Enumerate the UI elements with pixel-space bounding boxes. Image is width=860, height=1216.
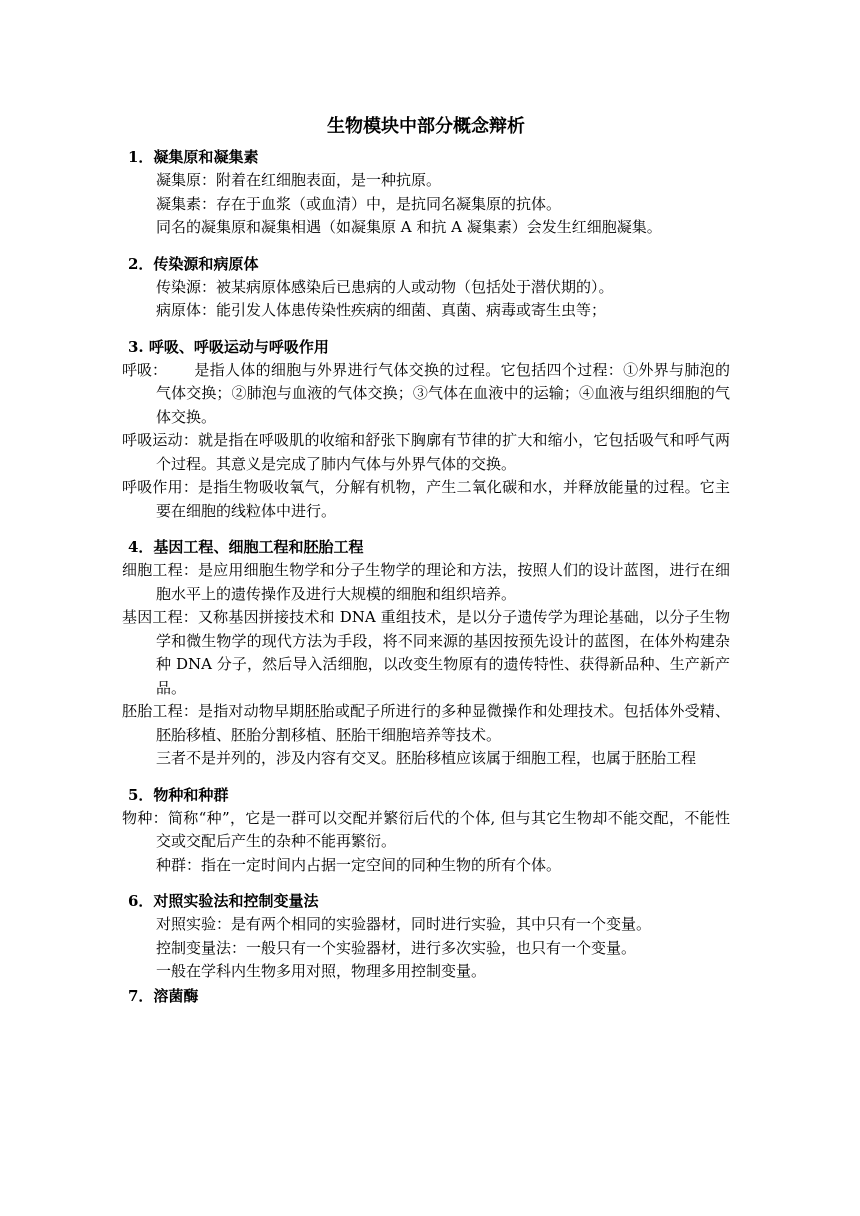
paragraph: 三者不是并列的，涉及内容有交叉。胚胎移植应该属于细胞工程，也属于胚胎工程 xyxy=(156,749,697,767)
section-7 xyxy=(122,984,730,1008)
paragraph: 同名的凝集原和凝集相遇（如凝集原 A 和抗 A 凝集素）会发生红细胞凝集。 xyxy=(156,218,662,236)
section-5 xyxy=(122,783,730,878)
paragraph: 物种：简称“种”，它是一群可以交配并繁衍后代的个体, 但与其它生物却不能交配，不能性交或交配后产生的杂种不能再繁衍。 xyxy=(122,808,730,850)
document-title: 生物模块中部分概念辩析 xyxy=(327,116,525,137)
paragraph: 种群：指在一定时间内占据一定空间的同种生物的所有个体。 xyxy=(156,855,562,874)
section-heading: 6．对照实验法和控制变量法 xyxy=(128,892,319,910)
section-heading: 7．溶菌酶 xyxy=(128,986,199,1005)
paragraph: 对照实验：是有两个相同的实验器材，同时进行实验，其中只有一个变量。 xyxy=(156,915,652,933)
paragraph: 基因工程：又称基因拼接技术和 DNA 重组技术，是以分子遗传学为理论基础，以分子生物学和微生物学的现代方法为手段，将不同来源的基因按预先设计的蓝图，在体外构建杂种 DNA 分子，然后导入活细胞，以改变生物原有的遗传特性、获得新品种、生产新产品。 xyxy=(122,608,730,697)
section-2 xyxy=(122,252,730,323)
term-definition: 是指人体的细胞与外界进行气体交换的过程。它包括四个过程：①外界与肺泡的气体交换；②肺泡与血液的气体交换；③气体在血液中的运输；④血液与组织细胞的气体交换。 xyxy=(156,360,730,426)
paragraph: 呼吸作用：是指生物吸收氧气，分解有机物，产生二氧化碳和水，并释放能量的过程。它主要在细胞的线粒体中进行。 xyxy=(122,478,730,520)
paragraph: 一般在学科内生物多用对照，物理多用控制变量。 xyxy=(156,962,487,980)
paragraph: 呼吸运动：就是指在呼吸肌的收缩和舒张下胸廓有节律的扩大和缩小，它包括吸气和呼气两个过程。其意义是完成了肺内气体与外界气体的交换。 xyxy=(122,431,730,473)
section-6 xyxy=(122,889,730,984)
paragraph: 控制变量法：一般只有一个实验器材，进行多次实验，也只有一个变量。 xyxy=(156,938,637,957)
section-4 xyxy=(122,535,730,771)
document-page xyxy=(122,113,730,1008)
section-heading: 5．物种和种群 xyxy=(128,785,229,804)
term-label: 呼吸： xyxy=(122,360,168,379)
section-1 xyxy=(122,145,730,240)
paragraph xyxy=(122,359,730,430)
paragraph: 传染源：被某病原体感染后已患病的人或动物（包括处于潜伏期的）。 xyxy=(156,277,614,296)
paragraph: 胚胎工程：是指对动物早期胚胎或配子所进行的多种显微操作和处理技术。包括体外受精、胚胎移植、胚胎分割移植、胚胎干细胞培养等技术。 xyxy=(122,702,730,744)
paragraph: 细胞工程：是应用细胞生物学和分子生物学的理论和方法，按照人们的设计蓝图，进行在细胞水平上的遗传操作及进行大规模的细胞和组织培养。 xyxy=(122,561,730,603)
section-3 xyxy=(122,335,730,524)
section-heading: 3. 呼吸、呼吸运动与呼吸作用 xyxy=(128,337,329,356)
section-heading: 2．传染源和病原体 xyxy=(128,254,259,273)
section-heading: 1．凝集原和凝集素 xyxy=(128,148,259,166)
paragraph: 病原体：能引发人体患传染性疾病的细菌、真菌、病毒或寄生虫等； xyxy=(156,301,607,319)
paragraph: 凝集素：存在于血浆（或血清）中，是抗同名凝集原的抗体。 xyxy=(156,194,562,213)
section-heading: 4．基因工程、细胞工程和胚胎工程 xyxy=(128,538,364,556)
paragraph: 凝集原：附着在红细胞表面，是一种抗原。 xyxy=(156,171,442,189)
